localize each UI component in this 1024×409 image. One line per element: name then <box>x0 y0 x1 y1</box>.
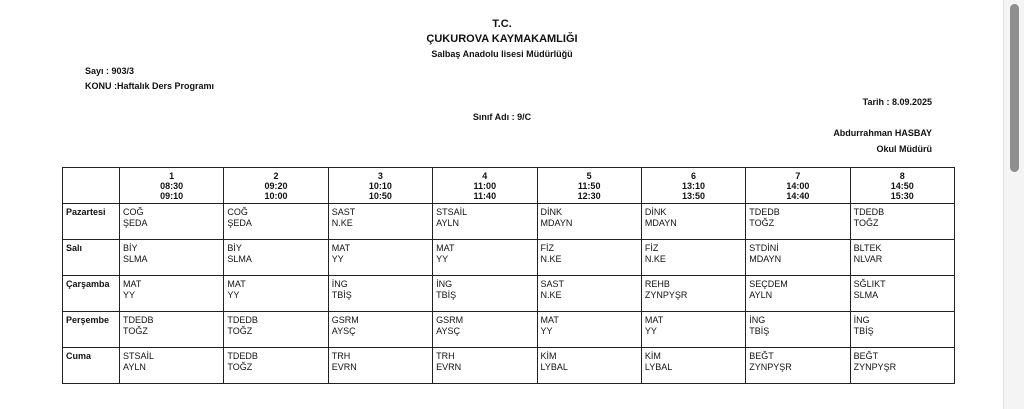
lesson-cell <box>537 204 641 240</box>
period-end: 13:50 <box>682 190 706 201</box>
table-row <box>63 348 955 384</box>
teacher-code: AYSÇ <box>436 326 460 336</box>
lesson-cell <box>850 348 954 384</box>
lesson-cell <box>224 204 328 240</box>
teacher-code: AYLN <box>749 290 773 300</box>
teacher-code: N.KE <box>644 254 666 264</box>
lesson-cell <box>120 276 224 312</box>
period-no: 4 <box>482 170 488 181</box>
teacher-code: TOĞZ <box>227 326 253 336</box>
lesson-code: TDEDB <box>227 315 258 325</box>
lesson-cell <box>433 312 537 348</box>
teacher-code: TOĞZ <box>123 326 148 336</box>
period-start: 11:50 <box>577 180 601 191</box>
weekly-schedule-table <box>62 167 955 384</box>
lesson-cell <box>746 312 850 348</box>
teacher-code: N.KE <box>540 290 562 300</box>
table-row <box>63 312 955 348</box>
period-end: 14:40 <box>786 190 810 201</box>
lesson-code: REHB <box>644 279 670 289</box>
teacher-code: LYBAL <box>540 362 568 372</box>
lesson-cell <box>537 240 641 276</box>
period-start: 14:50 <box>890 180 914 191</box>
lesson-cell <box>850 240 954 276</box>
teacher-code: SLMA <box>227 254 252 264</box>
period-header-5 <box>537 168 641 204</box>
lesson-cell <box>537 348 641 384</box>
header-line-school: Salbaş Anadolu lisesi Müdürlüğü <box>431 49 573 59</box>
lesson-cell <box>433 240 537 276</box>
lesson-cell <box>328 348 432 384</box>
period-no: 2 <box>273 170 279 181</box>
period-start: 10:10 <box>368 180 392 191</box>
lesson-cell <box>433 276 537 312</box>
period-header-7 <box>746 168 850 204</box>
teacher-code: TOĞZ <box>227 362 253 372</box>
teacher-code: AYLN <box>436 218 459 228</box>
teacher-code: ŞEDA <box>227 218 252 228</box>
period-no: 3 <box>377 170 383 181</box>
day-name: Pazartesi <box>63 204 120 240</box>
teacher-code: AYLN <box>123 362 146 372</box>
table-row <box>63 240 955 276</box>
header-line-kaymakamlik: ÇUKUROVA KAYMAKAMLIĞI <box>426 33 578 45</box>
lesson-cell <box>641 240 745 276</box>
table-row <box>63 276 955 312</box>
teacher-code: N.KE <box>331 218 353 228</box>
period-end: 11:40 <box>473 190 497 201</box>
teacher-code: N.KE <box>540 254 562 264</box>
lesson-cell <box>537 276 641 312</box>
teacher-code: YY <box>123 290 136 300</box>
teacher-code: TBİŞ <box>331 290 352 300</box>
table-row <box>63 204 955 240</box>
header-line-tc: T.C. <box>492 18 512 30</box>
teacher-code: MDAYN <box>644 218 677 228</box>
day-name: Cuma <box>63 348 120 384</box>
period-header-row <box>63 168 955 204</box>
lesson-cell <box>746 240 850 276</box>
day-name: Salı <box>63 240 120 276</box>
lesson-cell <box>120 204 224 240</box>
lesson-cell <box>120 240 224 276</box>
teacher-code: ŞEDA <box>123 218 148 228</box>
lesson-code: SEÇDEM <box>749 279 788 289</box>
lesson-code: BİY <box>227 243 242 253</box>
lesson-cell <box>746 276 850 312</box>
period-no: 1 <box>169 170 175 181</box>
lesson-code: DİNK <box>644 207 667 217</box>
vertical-scrollbar[interactable] <box>1003 0 1024 409</box>
lesson-code: COĞ <box>123 207 144 217</box>
document-date: Tarih : 8.09.2025 <box>862 97 932 107</box>
lesson-cell <box>328 240 432 276</box>
lesson-code: İNG <box>331 279 348 289</box>
lesson-code: FİZ <box>540 243 554 253</box>
lesson-cell <box>224 312 328 348</box>
period-header-1 <box>120 168 224 204</box>
period-header-8 <box>850 168 954 204</box>
period-end: 09:10 <box>160 190 184 201</box>
teacher-code: ZYNPYŞR <box>644 290 688 300</box>
document-subject: KONU :Haftalık Ders Programı <box>85 81 215 91</box>
lesson-code: İNG <box>436 279 453 289</box>
lesson-cell <box>224 348 328 384</box>
lesson-code: KİM <box>644 351 661 361</box>
scrollbar-thumb[interactable] <box>1010 4 1019 172</box>
lesson-code: TDEDB <box>227 351 258 361</box>
lesson-cell <box>850 204 954 240</box>
teacher-code: YY <box>540 326 553 336</box>
lesson-code: SAST <box>331 207 356 217</box>
teacher-code: ZYNPYŞR <box>853 362 897 372</box>
teacher-code: TBİŞ <box>436 290 457 300</box>
teacher-code: YY <box>331 254 344 264</box>
teacher-code: SLMA <box>123 254 148 264</box>
lesson-code: MAT <box>331 243 351 253</box>
lesson-code: COĞ <box>227 207 248 217</box>
lesson-code: SAST <box>540 279 565 289</box>
lesson-code: MAT <box>436 243 455 253</box>
class-name: Sınıf Adı : 9/C <box>472 112 532 122</box>
period-start: 11:00 <box>473 180 497 191</box>
principal-name: Abdurrahman HASBAY <box>833 128 932 138</box>
lesson-cell <box>641 276 745 312</box>
lesson-code: BEĞT <box>749 351 774 361</box>
teacher-code: TBİŞ <box>853 326 874 336</box>
lesson-code: İNG <box>853 315 870 325</box>
lesson-code: GSRM <box>331 315 359 325</box>
lesson-code: KİM <box>540 351 557 361</box>
lesson-code: BLTEK <box>853 243 882 253</box>
period-start: 14:00 <box>786 180 810 191</box>
period-no: 6 <box>691 170 697 181</box>
lesson-code: İNG <box>749 315 766 325</box>
teacher-code: YY <box>644 326 657 336</box>
corner-cell <box>63 168 120 204</box>
lesson-cell <box>120 312 224 348</box>
period-start: 09:20 <box>264 180 288 191</box>
day-name: Perşembe <box>63 312 120 348</box>
lesson-cell <box>746 348 850 384</box>
teacher-code: TOĞZ <box>853 218 879 228</box>
lesson-code: SĞLIKT <box>853 279 886 289</box>
lesson-code: TDEDB <box>123 315 154 325</box>
lesson-cell <box>850 312 954 348</box>
period-header-3 <box>328 168 432 204</box>
period-header-2 <box>224 168 328 204</box>
lesson-cell <box>641 204 745 240</box>
lesson-cell <box>537 312 641 348</box>
lesson-cell <box>328 312 432 348</box>
teacher-code: MDAYN <box>540 218 573 228</box>
lesson-code: TRH <box>436 351 455 361</box>
period-end: 10:00 <box>264 190 288 201</box>
teacher-code: AYSÇ <box>331 326 356 336</box>
period-header-4 <box>433 168 537 204</box>
teacher-code: TBİŞ <box>749 326 770 336</box>
lesson-cell <box>328 276 432 312</box>
teacher-code: ZYNPYŞR <box>749 362 792 372</box>
lesson-code: STSAİL <box>123 351 155 361</box>
lesson-code: TRH <box>331 351 351 361</box>
teacher-code: EVRN <box>331 362 357 372</box>
period-start: 13:10 <box>682 180 706 191</box>
period-no: 8 <box>899 170 905 181</box>
lesson-cell <box>328 204 432 240</box>
lesson-code: STSAİL <box>436 207 468 217</box>
lesson-cell <box>224 276 328 312</box>
lesson-code: TDEDB <box>853 207 885 217</box>
lesson-code: MAT <box>227 279 246 289</box>
principal-title: Okul Müdürü <box>876 144 932 154</box>
teacher-code: EVRN <box>436 362 462 372</box>
teacher-code: NLVAR <box>853 254 883 264</box>
period-end: 15:30 <box>890 190 914 201</box>
lesson-cell <box>120 348 224 384</box>
teacher-code: LYBAL <box>644 362 673 372</box>
lesson-cell <box>850 276 954 312</box>
lesson-cell <box>641 312 745 348</box>
lesson-cell <box>433 204 537 240</box>
period-no: 7 <box>795 170 801 181</box>
lesson-cell <box>746 204 850 240</box>
lesson-code: STDİNİ <box>749 243 779 253</box>
lesson-code: MAT <box>540 315 559 325</box>
lesson-code: BEĞT <box>853 351 879 361</box>
period-end: 10:50 <box>368 190 392 201</box>
lesson-code: DİNK <box>540 207 563 217</box>
day-name: Çarşamba <box>63 276 120 312</box>
lesson-code: BİY <box>123 243 138 253</box>
teacher-code: TOĞZ <box>749 218 775 228</box>
teacher-code: SLMA <box>853 290 879 300</box>
period-no: 5 <box>586 170 592 181</box>
teacher-code: YY <box>227 290 240 300</box>
lesson-code: FİZ <box>644 243 659 253</box>
lesson-cell <box>224 240 328 276</box>
lesson-cell <box>433 348 537 384</box>
period-end: 12:30 <box>577 190 601 201</box>
lesson-code: MAT <box>644 315 664 325</box>
teacher-code: MDAYN <box>749 254 782 264</box>
document-number: Sayı : 903/3 <box>85 66 135 76</box>
lesson-cell <box>641 348 745 384</box>
lesson-code: TDEDB <box>749 207 780 217</box>
lesson-code: GSRM <box>436 315 464 325</box>
period-start: 08:30 <box>160 180 184 191</box>
lesson-code: MAT <box>123 279 142 289</box>
period-header-6 <box>641 168 745 204</box>
teacher-code: YY <box>436 254 449 264</box>
